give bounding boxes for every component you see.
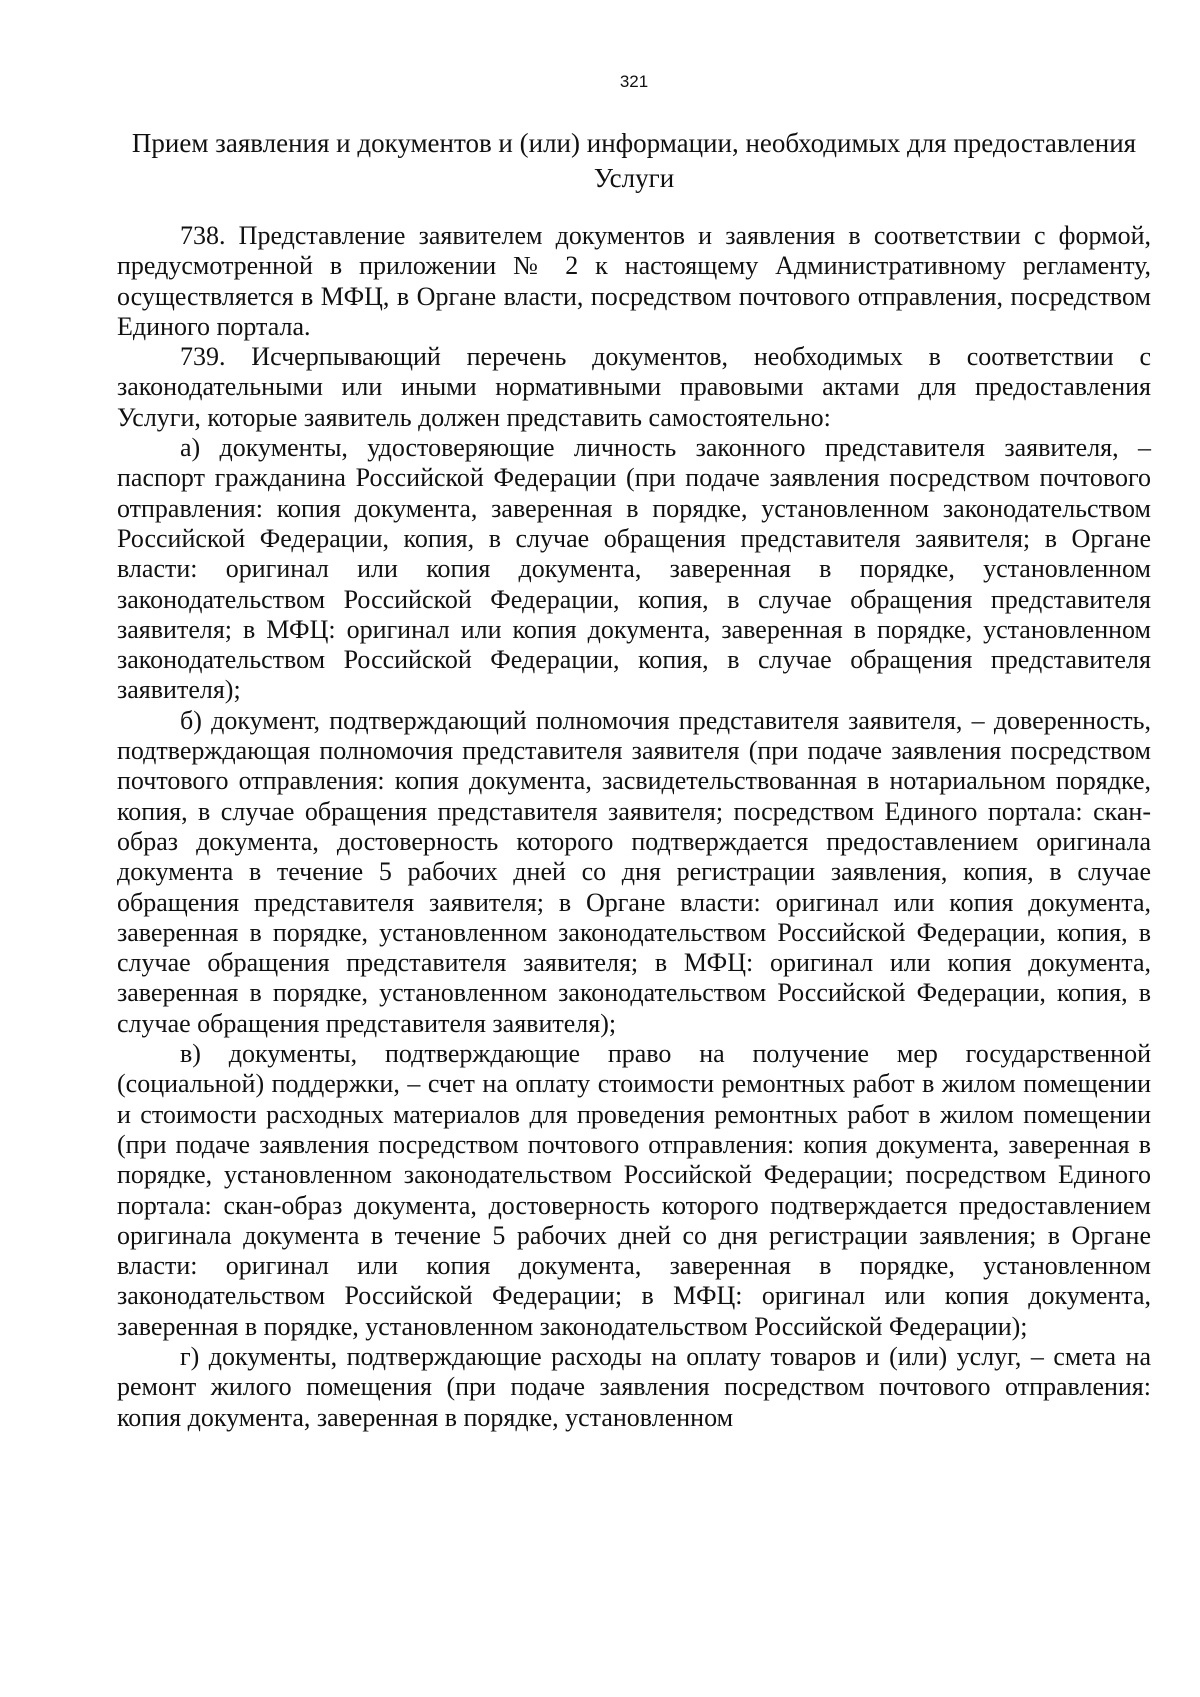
list-item-v: в) документы, подтверждающие право на получение мер государственной (социальной) поддержки, – счет на оплату стоимости ремонтных работ в жилом помещении и стоимости расходных материалов для проведения ремонтных работ в жилом помещении (при подаче заявления посредством почтового отправления: копия документа, заверенная в порядке, установленном законодательством Российской Федерации; посредством Единого портала: скан-образ документа, достоверность которого подтверждается предоставлением оригинала документа в течение 5 рабочих дней со дня регистрации заявления; в Органе власти: оригинал или копия документа, заверенная в порядке, установленном законодательством Российской Федерации; в МФЦ: оригинал или копия документа, заверенная в порядке, установленном законодательством Российской Федерации);: [117, 1039, 1151, 1341]
page-number: 321: [619, 72, 649, 91]
list-item-a: а) документы, удостоверяющие личность законного представителя заявителя, – паспорт гражданина Российской Федерации (при подаче заявления посредством почтового отправления: копия документа, заверенная в порядке, установленном законодательством Российской Федерации, копия, в случае обращения представителя заявителя; в Органе власти: оригинал или копия документа, заверенная в порядке, установленном законодательством Российской Федерации, копия, в случае обращения представителя заявителя; в МФЦ: оригинал или копия документа, заверенная в порядке, установленном законодательством Российской Федерации, копия, в случае обращения представителя заявителя);: [117, 433, 1151, 705]
list-item-g: г) документы, подтверждающие расходы на оплату товаров и (или) услуг, – смета на ремонт жилого помещения (при подаче заявления посредством почтового отправления: копия документа, заверенная в порядке, установленном: [117, 1341, 1151, 1432]
section-title: Прием заявления и документов и (или) информации, необходимых для предоставления Услуги: [131, 128, 1137, 193]
paragraph-739: 739. Исчерпывающий перечень документов, необходимых в соответствии с законодательными или иными нормативными правовыми актами для предоставления Услуги, которые заявитель должен представить самостоятельно:: [117, 342, 1151, 432]
document-body: [117, 221, 1151, 1433]
list-item-b: б) документ, подтверждающий полномочия представителя заявителя, – доверенность, подтверждающая полномочия представителя заявителя (при подаче заявления посредством почтового отправления: копия документа, засвидетельствованная в нотариальном порядке, копия, в случае обращения представителя заявителя; посредством Единого портала: скан-образ документа, достоверность которого подтверждается предоставлением оригинала документа в течение 5 рабочих дней со дня регистрации заявления, копия, в случае обращения представителя заявителя; в Органе власти: оригинал или копия документа, заверенная в порядке, установленном законодательством Российской Федерации, копия, в случае обращения представителя заявителя; в МФЦ: оригинал или копия документа, заверенная в порядке, установленном законодательством Российской Федерации, копия, в случае обращения представителя заявителя);: [117, 705, 1151, 1038]
paragraph-738: 738. Представление заявителем документов и заявления в соответствии с формой, предусмотренной в приложении № 2 к настоящему Административному регламенту, осуществляется в МФЦ, в Органе власти, посредством почтового отправления, посредством Единого портала.: [117, 221, 1151, 341]
